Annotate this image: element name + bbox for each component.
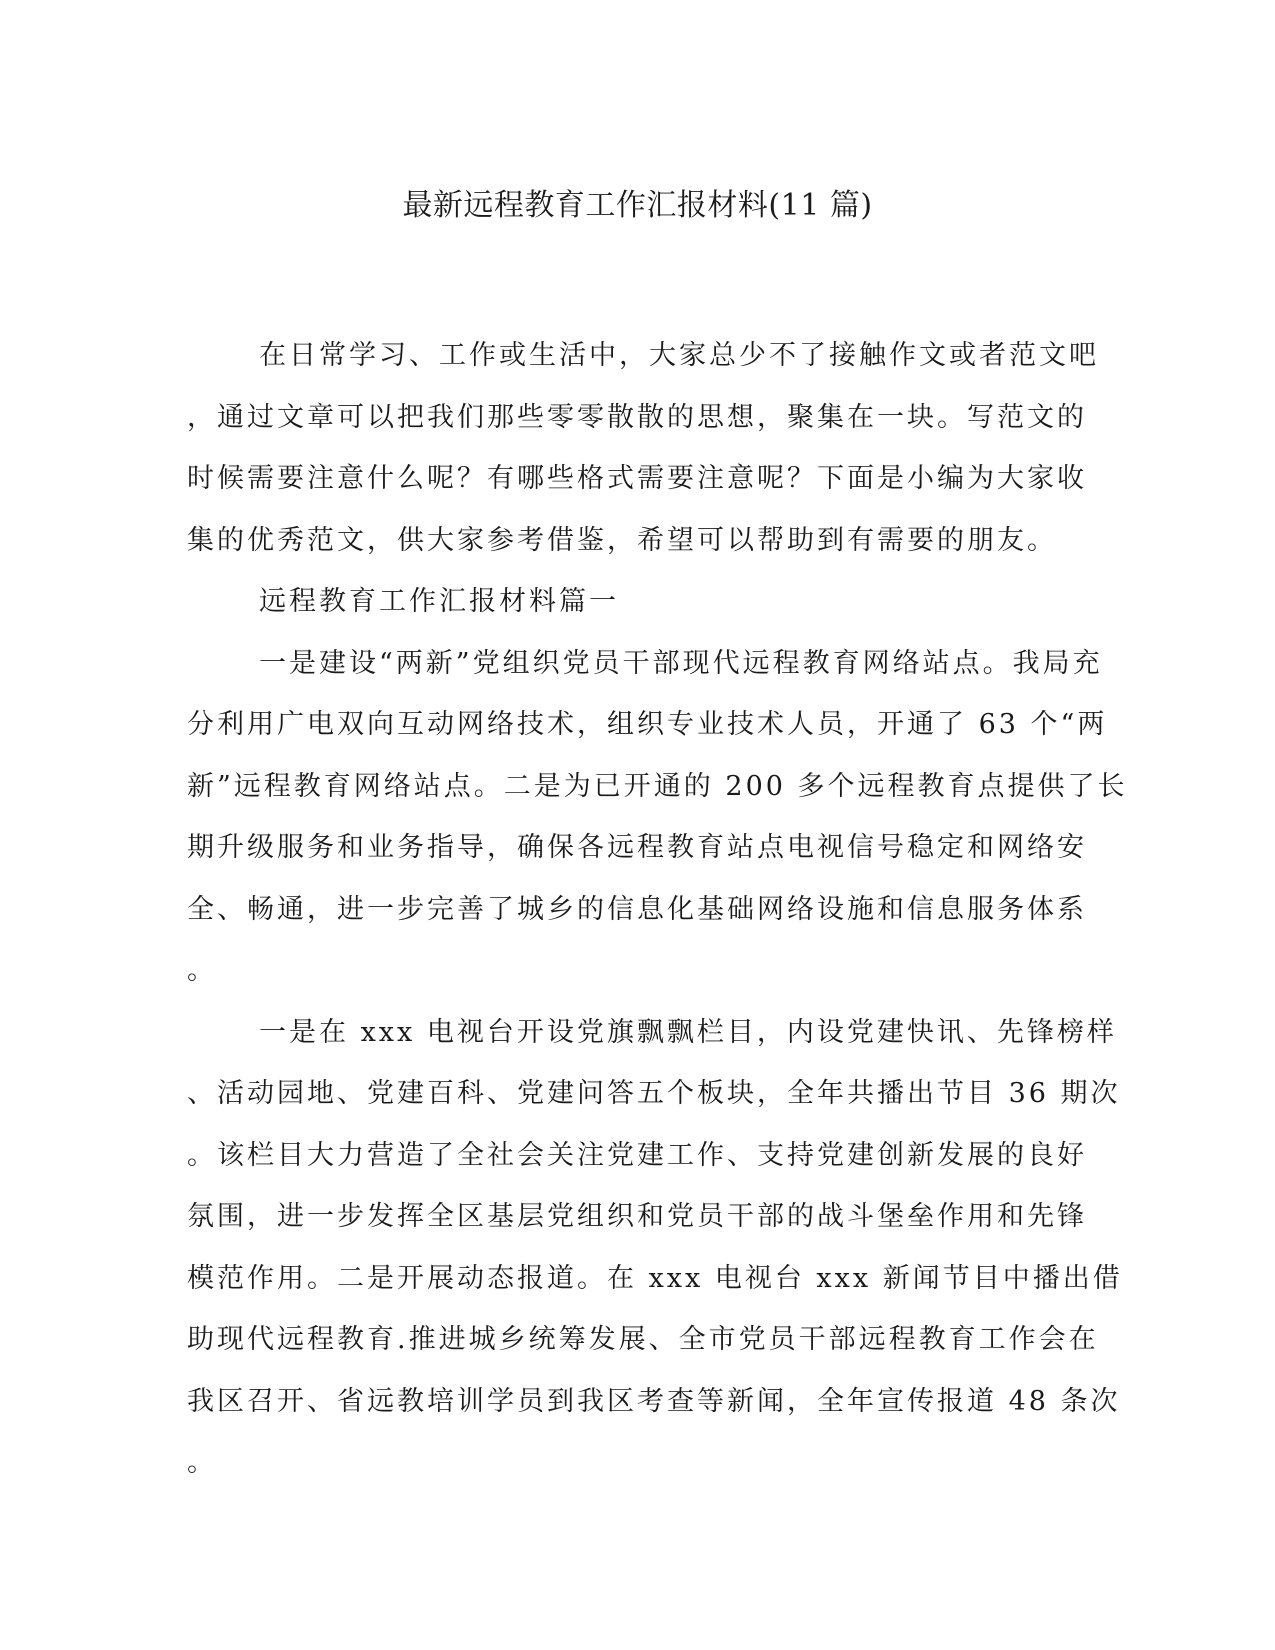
paragraph-line: 氛围，进一步发挥全区基层党组织和党员干部的战斗堡垒作用和先锋 <box>187 1201 1087 1232</box>
document-body <box>187 325 1128 1494</box>
paragraph-line: 我区召开、省远教培训学员到我区考查等新闻，全年宣传报道 48 条次 <box>187 1385 1121 1417</box>
paragraph-line: 、活动园地、党建百科、党建问答五个板块，全年共播出节目 36 期次 <box>187 1078 1121 1109</box>
paragraph-line: 集的优秀范文，供大家参考借鉴，希望可以帮助到有需要的朋友。 <box>187 524 1057 556</box>
document-title: 最新远程教育工作汇报材料(11 篇) <box>402 188 873 223</box>
paragraph-line: 时候需要注意什么呢？有哪些格式需要注意呢？下面是小编为大家收 <box>187 463 1087 494</box>
paragraph-line: 期升级服务和业务指导，确保各远程教育站点电视信号稳定和网络安 <box>187 832 1087 863</box>
paragraph-line: 全、畅通，进一步完善了城乡的信息化基础网络设施和信息服务体系 <box>187 893 1087 925</box>
paragraph-line: 新”远程教育网络站点。二是为已开通的 200 多个远程教育点提供了长 <box>187 770 1128 802</box>
paragraph-line: 一是建设“两新”党组织党员干部现代远程教育网络站点。我局充 <box>259 647 1103 679</box>
section-heading: 远程教育工作汇报材料篇一 <box>259 586 619 617</box>
paragraph-line: 模范作用。二是开展动态报道。在 xxx 电视台 xxx 新闻节目中播出借 <box>187 1262 1123 1294</box>
paragraph-line: 在日常学习、工作或生活中，大家总少不了接触作文或者范文吧 <box>259 340 1099 371</box>
paragraph-line: 。 <box>187 1447 217 1478</box>
paragraph-line: ，通过文章可以把我们那些零零散散的思想，聚集在一块。写范文的 <box>187 401 1087 433</box>
paragraph-line: 助现代远程教育.推进城乡统筹发展、全市党员干部远程教育工作会在 <box>187 1324 1099 1355</box>
paragraph-line: 一是在 xxx 电视台开设党旗飘飘栏目，内设党建快讯、先锋榜样 <box>259 1016 1117 1048</box>
paragraph-line: 。 <box>187 955 217 986</box>
paragraph-line: 。该栏目大力营造了全社会关注党建工作、支持党建创新发展的良好 <box>187 1139 1087 1171</box>
paragraph-line: 分利用广电双向互动网络技术，组织专业技术人员，开通了 63 个“两 <box>187 709 1108 740</box>
